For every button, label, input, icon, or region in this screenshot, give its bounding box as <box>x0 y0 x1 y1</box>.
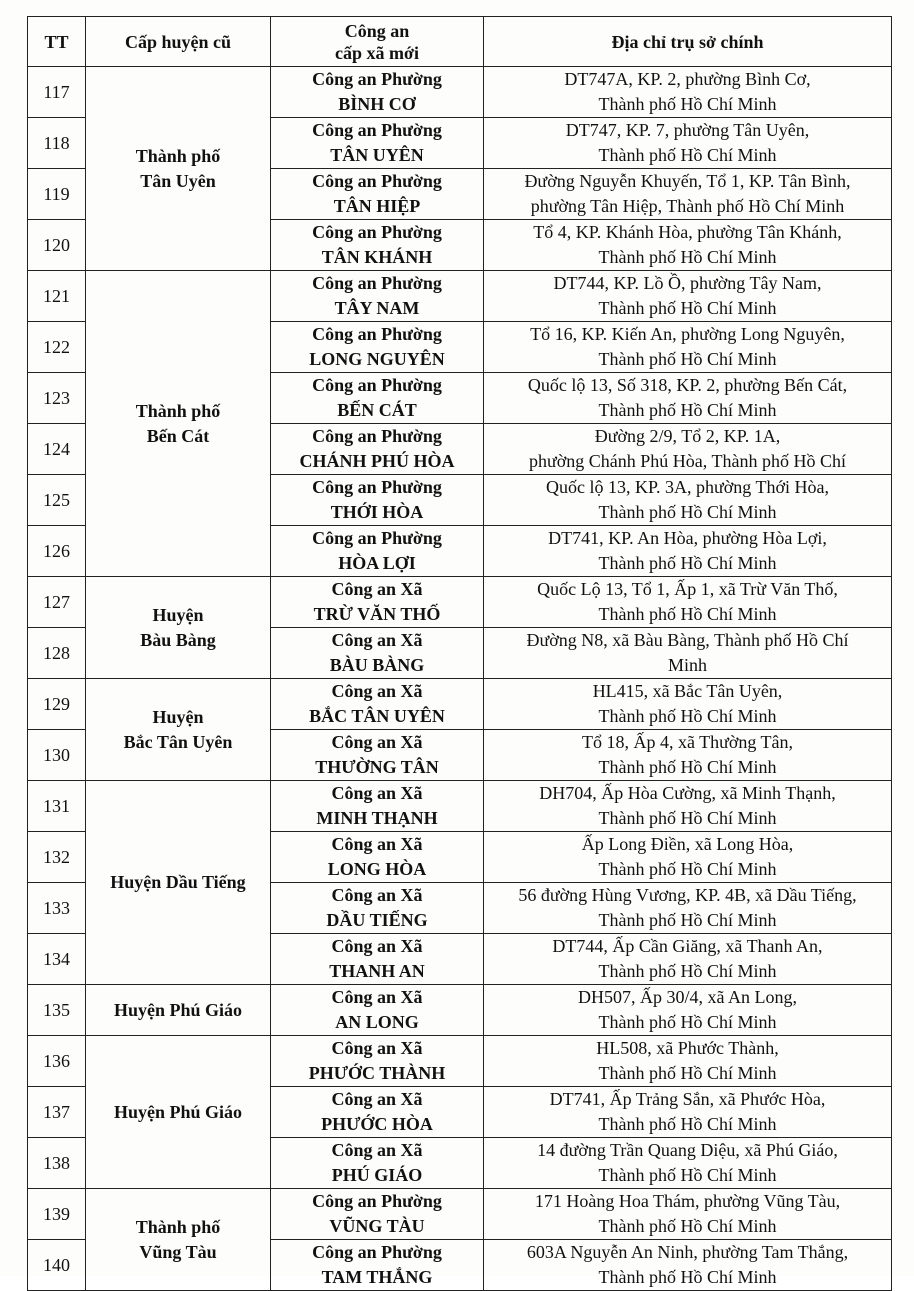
unit-type: Công an Xã <box>331 885 423 905</box>
cell-tt: 123 <box>28 373 86 424</box>
unit-type: Công an Phường <box>312 120 442 140</box>
cell-tt: 122 <box>28 322 86 373</box>
address-line: Đường Nguyễn Khuyến, Tổ 1, KP. Tân Bình, <box>524 171 851 191</box>
address-line: DT744, Ấp Cần Giăng, xã Thanh An, <box>552 936 823 956</box>
address-line: Đường N8, xã Bàu Bàng, Thành phố Hồ Chí <box>526 630 849 650</box>
cell-tt: 140 <box>28 1240 86 1291</box>
unit-type: Công an Xã <box>331 1038 423 1058</box>
unit-type: Công an Xã <box>331 579 423 599</box>
unit-name: LONG HÒA <box>327 859 427 879</box>
address-line: HL415, xã Bắc Tân Uyên, <box>592 681 783 701</box>
cell-tt: 121 <box>28 271 86 322</box>
cell-unit <box>271 169 484 220</box>
address-line: phường Chánh Phú Hòa, Thành phố Hồ Chí <box>529 451 846 471</box>
cell-unit <box>271 934 484 985</box>
unit-name: PHÚ GIÁO <box>331 1165 423 1185</box>
unit-type: Công an Xã <box>331 732 423 752</box>
address-line: Thành phố Hồ Chí Minh <box>598 706 777 726</box>
cell-tt: 137 <box>28 1087 86 1138</box>
table-row <box>28 577 892 628</box>
unit-name: PHƯỚC HÒA <box>321 1114 433 1134</box>
address-line: Thành phố Hồ Chí Minh <box>598 247 777 267</box>
cell-address <box>484 781 892 832</box>
cell-address <box>484 475 892 526</box>
address-line: 56 đường Hùng Vương, KP. 4B, xã Dầu Tiếng, <box>518 885 857 905</box>
table-row <box>28 1189 892 1240</box>
police-units-table <box>27 16 892 1291</box>
cell-address <box>484 526 892 577</box>
cell-district <box>86 679 271 781</box>
cell-unit <box>271 1189 484 1240</box>
cell-address <box>484 934 892 985</box>
cell-tt: 120 <box>28 220 86 271</box>
address-line: Đường 2/9, Tổ 2, KP. 1A, <box>594 426 781 446</box>
address-line: Thành phố Hồ Chí Minh <box>598 349 777 369</box>
cell-tt: 132 <box>28 832 86 883</box>
address-line: Thành phố Hồ Chí Minh <box>598 604 777 624</box>
cell-district <box>86 271 271 577</box>
cell-address <box>484 169 892 220</box>
cell-unit <box>271 781 484 832</box>
cell-unit <box>271 1138 484 1189</box>
address-line: Tổ 16, KP. Kiến An, phường Long Nguyên, <box>530 324 845 344</box>
address-line: Thành phố Hồ Chí Minh <box>598 145 777 165</box>
district-line: Huyện <box>152 706 204 727</box>
cell-tt: 124 <box>28 424 86 475</box>
cell-unit <box>271 373 484 424</box>
cell-tt: 135 <box>28 985 86 1036</box>
cell-unit <box>271 883 484 934</box>
unit-name: VŨNG TÀU <box>329 1216 425 1236</box>
unit-name: HÒA LỢI <box>338 553 416 573</box>
cell-tt: 139 <box>28 1189 86 1240</box>
cell-address <box>484 424 892 475</box>
cell-unit <box>271 730 484 781</box>
address-line: Thành phố Hồ Chí Minh <box>598 298 777 318</box>
address-line: Tổ 18, Ấp 4, xã Thường Tân, <box>581 732 794 752</box>
cell-address <box>484 985 892 1036</box>
unit-type: Công an Phường <box>312 528 442 548</box>
unit-name: DẦU TIẾNG <box>326 910 428 930</box>
address-line: Thành phố Hồ Chí Minh <box>598 502 777 522</box>
address-line: Thành phố Hồ Chí Minh <box>598 1267 777 1287</box>
cell-address <box>484 1036 892 1087</box>
header-unit-line1: Công an <box>344 20 410 41</box>
cell-address <box>484 118 892 169</box>
district-line: Bến Cát <box>146 425 210 446</box>
cell-tt: 130 <box>28 730 86 781</box>
unit-name: TÂY NAM <box>334 298 420 318</box>
address-line: Thành phố Hồ Chí Minh <box>598 1216 777 1236</box>
address-line: Thành phố Hồ Chí Minh <box>598 808 777 828</box>
unit-name: THỚI HÒA <box>330 502 424 522</box>
unit-name: BẮC TÂN UYÊN <box>309 706 445 726</box>
unit-name: THANH AN <box>329 961 425 981</box>
district-line: Bàu Bàng <box>140 629 216 650</box>
address-line: Quốc Lộ 13, Tổ 1, Ấp 1, xã Trừ Văn Thố, <box>537 579 838 599</box>
table-row <box>28 1036 892 1087</box>
cell-tt: 119 <box>28 169 86 220</box>
cell-unit <box>271 526 484 577</box>
unit-type: Công an Phường <box>312 426 442 446</box>
cell-district <box>86 985 271 1036</box>
cell-tt: 138 <box>28 1138 86 1189</box>
cell-district <box>86 67 271 271</box>
cell-address <box>484 832 892 883</box>
address-line: Thành phố Hồ Chí Minh <box>598 961 777 981</box>
cell-unit <box>271 985 484 1036</box>
address-line: Ấp Long Điền, xã Long Hòa, <box>581 834 794 854</box>
header-tt: TT <box>28 17 86 67</box>
header-unit-line2: cấp xã mới <box>335 42 419 63</box>
cell-address <box>484 271 892 322</box>
unit-name: TAM THẮNG <box>321 1267 433 1287</box>
cell-tt: 134 <box>28 934 86 985</box>
cell-district <box>86 577 271 679</box>
header-address: Địa chỉ trụ sở chính <box>484 17 892 67</box>
cell-address <box>484 679 892 730</box>
cell-district <box>86 1189 271 1291</box>
address-line: DH704, Ấp Hòa Cường, xã Minh Thạnh, <box>539 783 836 803</box>
table-row <box>28 985 892 1036</box>
address-line: Thành phố Hồ Chí Minh <box>598 1165 777 1185</box>
unit-name: TRỪ VĂN THỐ <box>313 604 441 624</box>
cell-unit <box>271 220 484 271</box>
table-row <box>28 67 892 118</box>
cell-unit <box>271 1240 484 1291</box>
address-line: 14 đường Trần Quang Diệu, xã Phú Giáo, <box>537 1140 838 1160</box>
cell-unit <box>271 679 484 730</box>
header-unit <box>271 17 484 67</box>
address-line: Thành phố Hồ Chí Minh <box>598 757 777 777</box>
cell-unit <box>271 118 484 169</box>
unit-name: TÂN KHÁNH <box>321 247 433 267</box>
cell-tt: 118 <box>28 118 86 169</box>
unit-type: Công an Xã <box>331 1089 423 1109</box>
unit-type: Công an Xã <box>331 1140 423 1160</box>
cell-unit <box>271 67 484 118</box>
cell-tt: 117 <box>28 67 86 118</box>
cell-tt: 125 <box>28 475 86 526</box>
unit-type: Công an Phường <box>312 69 442 89</box>
cell-address <box>484 577 892 628</box>
unit-type: Công an Phường <box>312 1242 442 1262</box>
address-line: Quốc lộ 13, KP. 3A, phường Thới Hòa, <box>546 477 829 497</box>
address-line: Quốc lộ 13, Số 318, KP. 2, phường Bến Cát, <box>527 375 848 395</box>
address-line: Thành phố Hồ Chí Minh <box>598 400 777 420</box>
district-line: Huyện <box>152 604 204 625</box>
address-line: 171 Hoàng Hoa Thám, phường Vũng Tàu, <box>534 1191 841 1211</box>
cell-address <box>484 220 892 271</box>
unit-name: BÀU BÀNG <box>329 655 425 675</box>
district-line: Vũng Tàu <box>139 1241 217 1262</box>
cell-tt: 127 <box>28 577 86 628</box>
district-line: Huyện Dầu Tiếng <box>110 872 246 892</box>
cell-tt: 136 <box>28 1036 86 1087</box>
unit-type: Công an Xã <box>331 681 423 701</box>
cell-unit <box>271 1036 484 1087</box>
district-line: Tân Uyên <box>140 170 216 191</box>
unit-name: BẾN CÁT <box>337 400 417 420</box>
address-line: HL508, xã Phước Thành, <box>596 1038 779 1058</box>
address-line: Thành phố Hồ Chí Minh <box>598 1012 777 1032</box>
cell-unit <box>271 1087 484 1138</box>
unit-type: Công an Phường <box>312 1191 442 1211</box>
unit-name: CHÁNH PHÚ HÒA <box>299 451 455 471</box>
table-row <box>28 679 892 730</box>
cell-address <box>484 628 892 679</box>
cell-district <box>86 1036 271 1189</box>
cell-address <box>484 1240 892 1291</box>
unit-type: Công an Phường <box>312 477 442 497</box>
cell-unit <box>271 322 484 373</box>
cell-address <box>484 322 892 373</box>
cell-address <box>484 1138 892 1189</box>
table-row <box>28 781 892 832</box>
unit-name: MINH THẠNH <box>316 808 438 828</box>
unit-type: Công an Phường <box>312 324 442 344</box>
address-line: DH507, Ấp 30/4, xã An Long, <box>578 987 797 1007</box>
district-line: Thành phố <box>135 400 221 421</box>
address-line: Thành phố Hồ Chí Minh <box>598 1114 777 1134</box>
district-line: Thành phố <box>135 1216 221 1237</box>
cell-tt: 128 <box>28 628 86 679</box>
address-line: DT741, KP. An Hòa, phường Hòa Lợi, <box>548 528 827 548</box>
cell-unit <box>271 832 484 883</box>
cell-tt: 131 <box>28 781 86 832</box>
address-line: DT741, Ấp Trảng Sắn, xã Phước Hòa, <box>549 1089 826 1109</box>
address-line: 603A Nguyễn An Ninh, phường Tam Thắng, <box>526 1242 849 1262</box>
cell-unit <box>271 628 484 679</box>
cell-tt: 133 <box>28 883 86 934</box>
cell-address <box>484 373 892 424</box>
table-row <box>28 271 892 322</box>
address-line: DT744, KP. Lồ Ồ, phường Tây Nam, <box>553 273 822 293</box>
unit-name: LONG NGUYÊN <box>309 349 445 369</box>
unit-type: Công an Phường <box>312 222 442 242</box>
address-line: Minh <box>667 655 707 675</box>
header-district: Cấp huyện cũ <box>86 17 271 67</box>
unit-type: Công an Xã <box>331 834 423 854</box>
cell-unit <box>271 271 484 322</box>
cell-unit <box>271 577 484 628</box>
unit-type: Công an Xã <box>331 630 423 650</box>
address-line: Thành phố Hồ Chí Minh <box>598 859 777 879</box>
district-line: Thành phố <box>135 145 221 166</box>
district-line: Huyện Phú Giáo <box>113 1101 243 1122</box>
address-line: DT747, KP. 7, phường Tân Uyên, <box>565 120 810 140</box>
unit-type: Công an Phường <box>312 171 442 191</box>
address-line: DT747A, KP. 2, phường Bình Cơ, <box>564 69 811 89</box>
unit-type: Công an Xã <box>331 783 423 803</box>
cell-unit <box>271 475 484 526</box>
unit-name: THƯỜNG TÂN <box>315 757 439 777</box>
cell-address <box>484 67 892 118</box>
cell-address <box>484 883 892 934</box>
district-line: Huyện Phú Giáo <box>113 999 243 1020</box>
cell-address <box>484 1189 892 1240</box>
cell-address <box>484 730 892 781</box>
cell-tt: 126 <box>28 526 86 577</box>
unit-name: TÂN UYÊN <box>330 145 424 165</box>
district-line: Bắc Tân Uyên <box>123 731 233 752</box>
unit-type: Công an Phường <box>312 273 442 293</box>
address-line: Thành phố Hồ Chí Minh <box>598 553 777 573</box>
cell-tt: 129 <box>28 679 86 730</box>
table-body <box>28 67 892 1291</box>
address-line: Thành phố Hồ Chí Minh <box>598 910 777 930</box>
cell-unit <box>271 424 484 475</box>
address-line: Thành phố Hồ Chí Minh <box>598 1063 777 1083</box>
address-line: phường Tân Hiệp, Thành phố Hồ Chí Minh <box>530 196 845 216</box>
unit-name: PHƯỚC THÀNH <box>308 1063 446 1083</box>
unit-name: AN LONG <box>335 1012 419 1032</box>
table-header-row <box>28 17 892 67</box>
cell-address <box>484 1087 892 1138</box>
unit-name: BÌNH CƠ <box>338 94 416 114</box>
address-line: Thành phố Hồ Chí Minh <box>598 94 777 114</box>
unit-type: Công an Phường <box>312 375 442 395</box>
address-line: Tổ 4, KP. Khánh Hòa, phường Tân Khánh, <box>533 222 842 242</box>
unit-type: Công an Xã <box>331 936 423 956</box>
cell-district <box>86 781 271 985</box>
unit-type: Công an Xã <box>331 987 423 1007</box>
unit-name: TÂN HIỆP <box>333 196 421 216</box>
